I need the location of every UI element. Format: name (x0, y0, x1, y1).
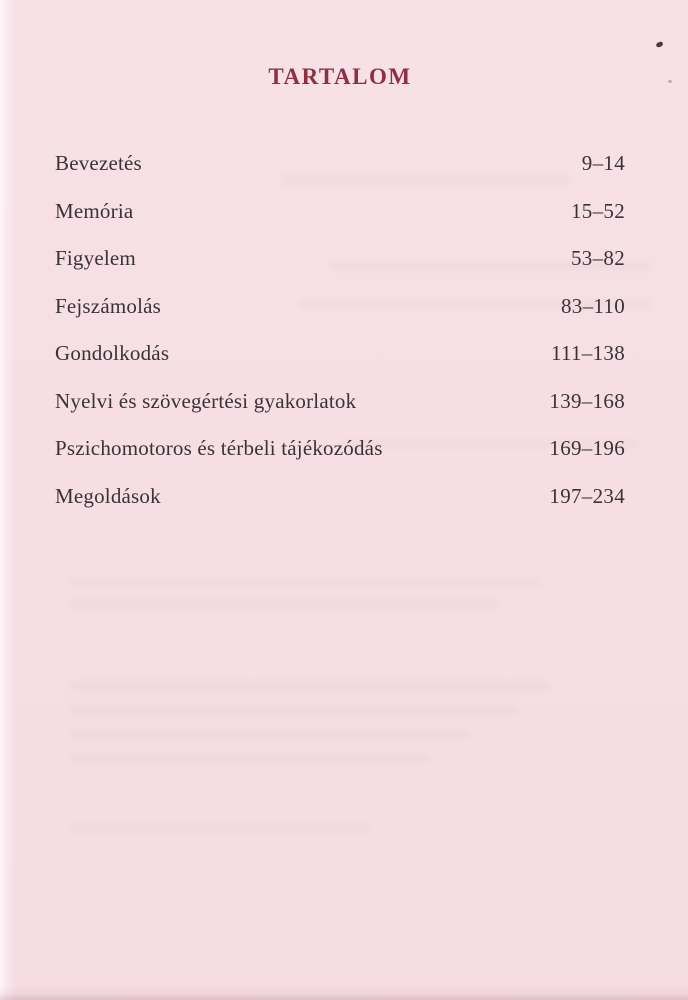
toc-entry (55, 198, 625, 224)
showthrough-smudge (70, 824, 370, 832)
showthrough-smudge (70, 578, 540, 586)
ink-speck-faint (668, 80, 672, 83)
showthrough-smudge (70, 754, 430, 762)
toc-entry-label: Fejszámolás (55, 293, 162, 318)
toc-list (55, 150, 625, 509)
page-edge-highlight (0, 0, 16, 1000)
page-title: TARTALOM (268, 64, 412, 89)
toc-entry (55, 435, 625, 461)
toc-entry-pages: 83–110 (560, 293, 625, 318)
toc-entry-pages: 169–196 (549, 436, 625, 460)
toc-entry (55, 293, 625, 319)
toc-entry-label: Bevezetés (55, 151, 142, 175)
toc-entry-pages: 9–14 (581, 151, 625, 175)
toc-entry-label: Figyelem (55, 246, 136, 270)
toc-entry-label: Nyelvi és szövegértési gyakorlatok (55, 388, 357, 413)
toc-entry (55, 388, 625, 414)
showthrough-smudge (70, 682, 550, 690)
toc-entry-label: Memória (55, 198, 134, 223)
toc-entry-pages: 111–138 (550, 341, 625, 365)
showthrough-smudge (70, 730, 470, 738)
showthrough-smudge (70, 600, 500, 608)
toc-entry-label: Gondolkodás (55, 341, 170, 365)
ink-speck (655, 41, 663, 48)
toc-entry-pages: 139–168 (549, 388, 625, 413)
toc-entry (55, 340, 625, 366)
toc-entry-pages: 15–52 (571, 198, 625, 223)
showthrough-smudge (70, 706, 520, 714)
toc-entry (55, 150, 625, 176)
toc-entry-label: Megoldások (55, 483, 161, 508)
toc-entry-pages: 197–234 (549, 483, 625, 508)
toc-entry (55, 483, 625, 509)
page-bottom-shadow (0, 986, 688, 1000)
toc-entry-label: Pszichomotoros és térbeli tájékozódás (55, 436, 383, 460)
toc-entry (55, 245, 625, 271)
toc-entry-pages: 53–82 (571, 246, 625, 270)
